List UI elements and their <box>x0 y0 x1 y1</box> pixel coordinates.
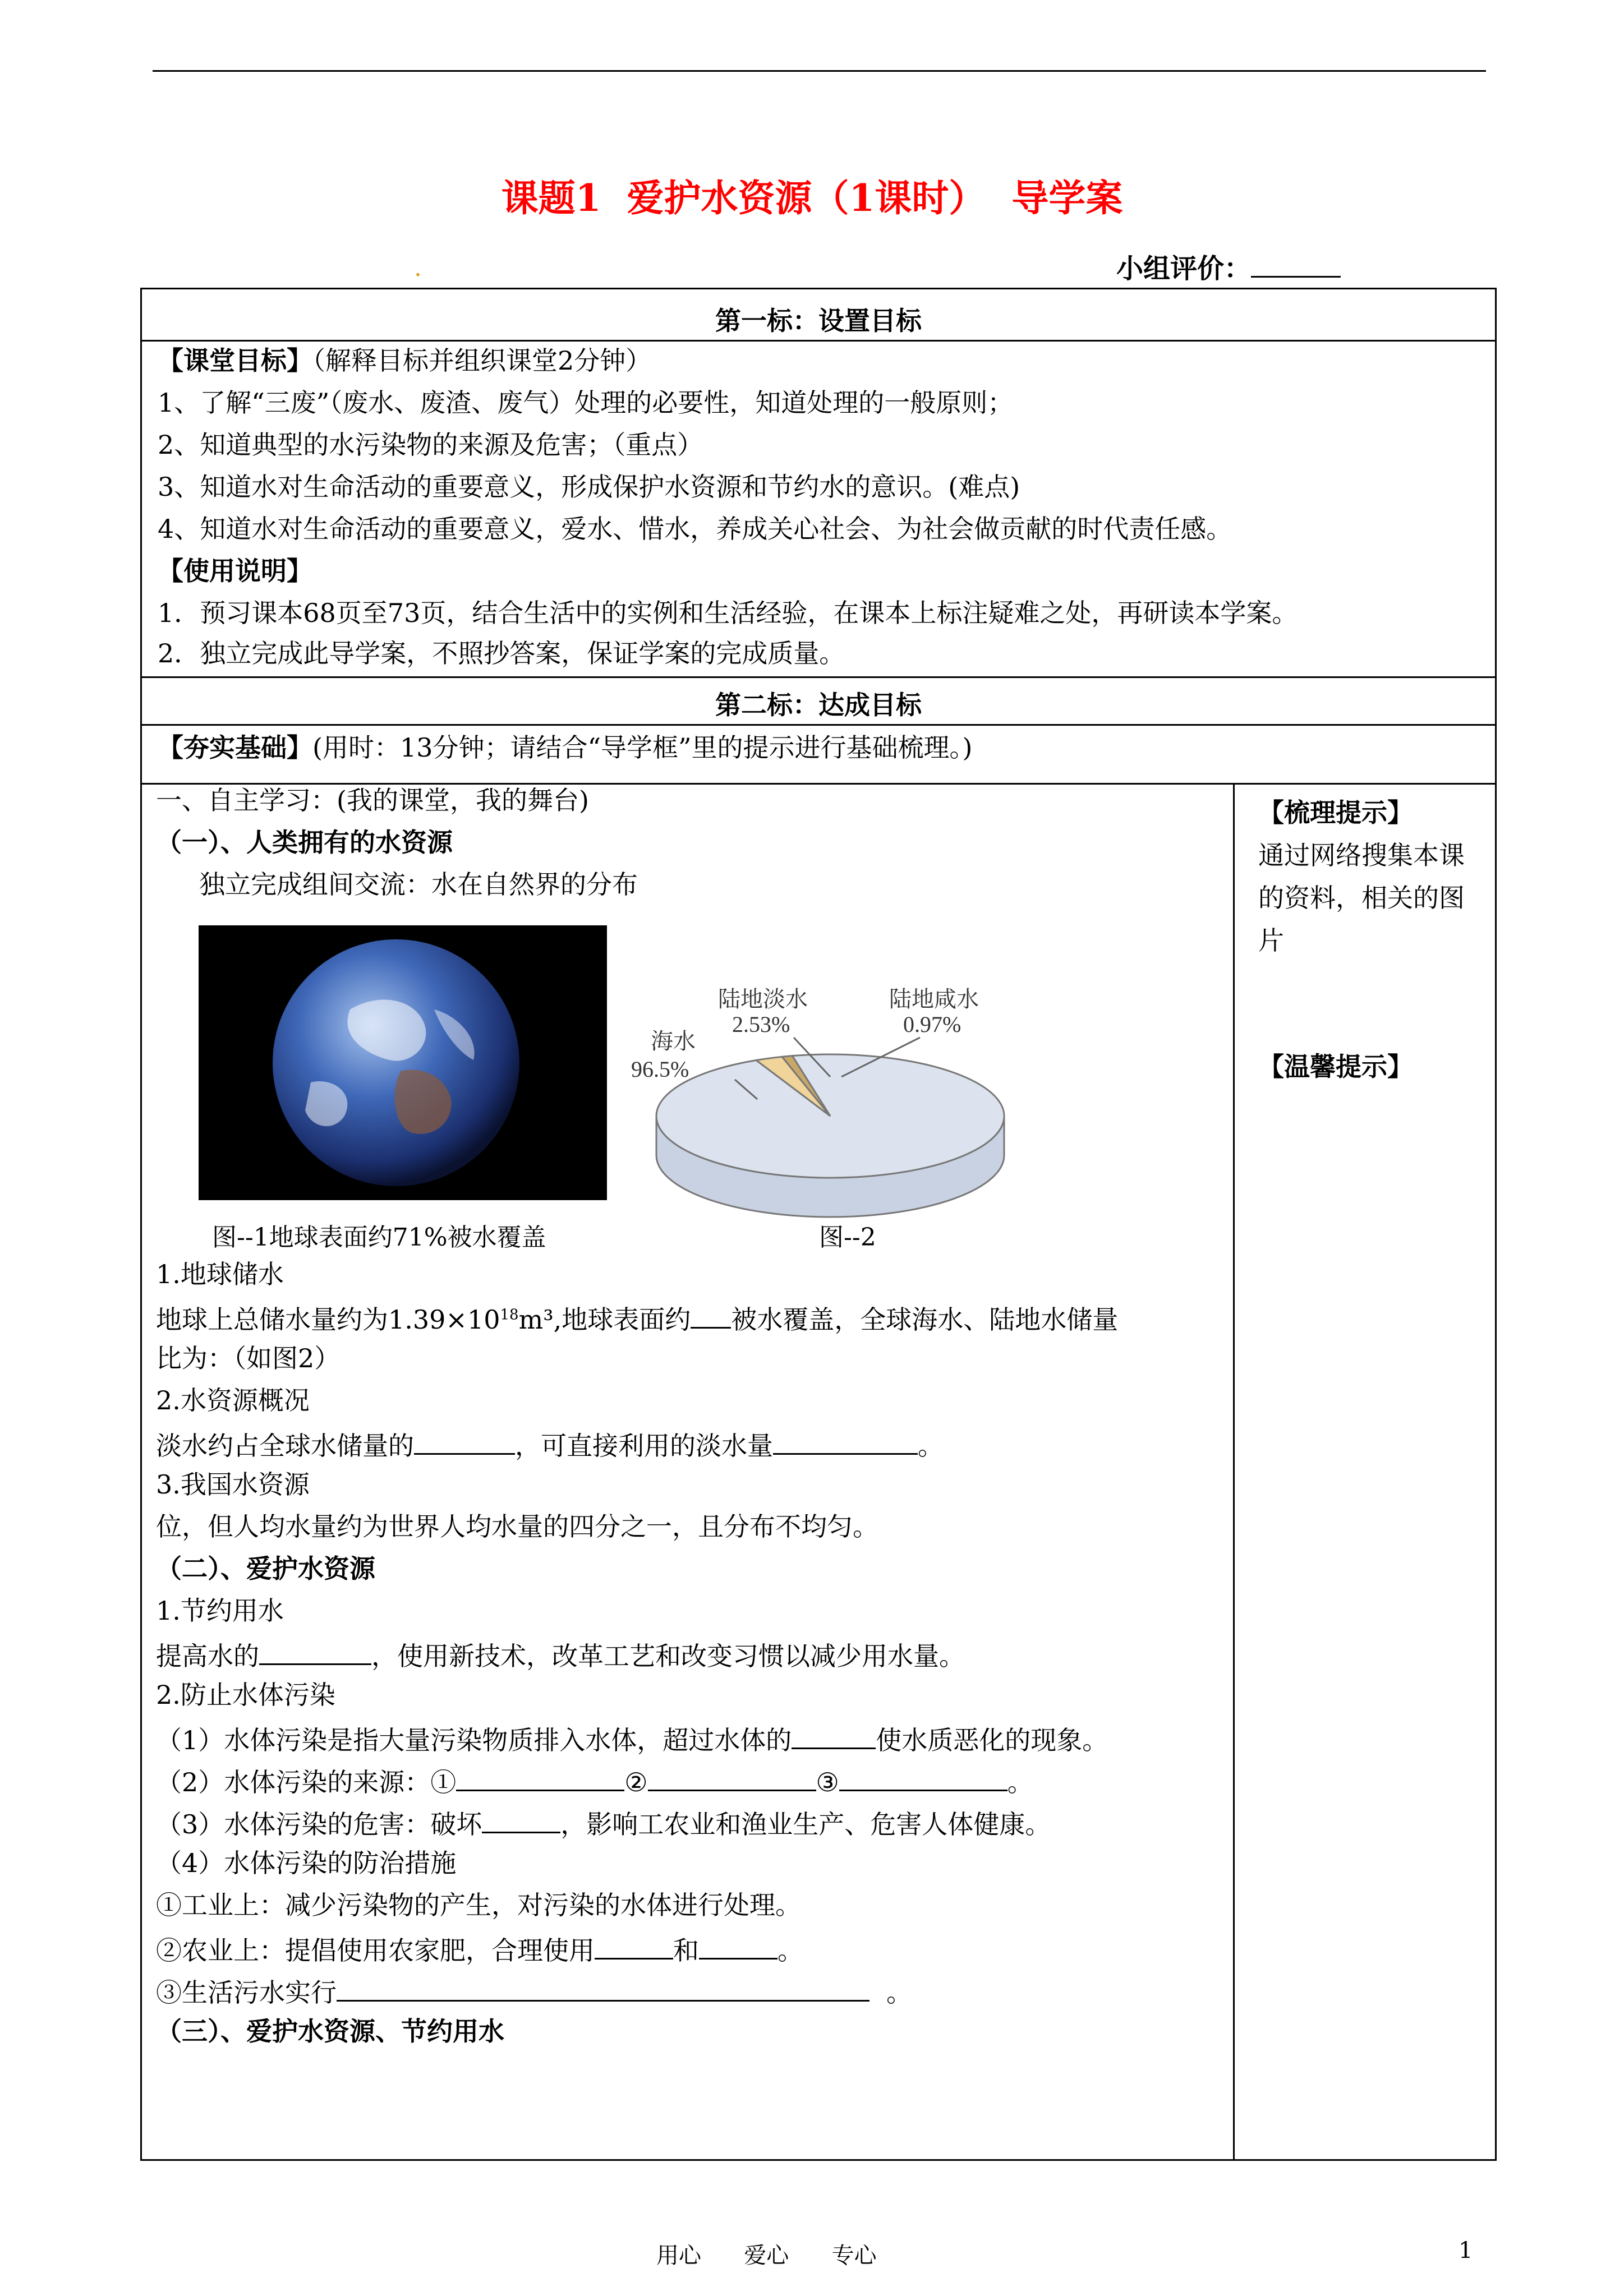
column-divider <box>1233 783 1235 2159</box>
goal-item: 3、知道水对生命活动的重要意义，形成保护水资源和节约水的意识。(难点) <box>158 472 1020 502</box>
measure-industry: ①工业上：减少污染物的产生，对污染的水体进行处理。 <box>156 1890 801 1920</box>
earth-water-text-2: 比为：（如图2） <box>156 1343 341 1373</box>
usage-heading: 【使用说明】 <box>158 556 312 586</box>
earth-photo <box>199 925 607 1200</box>
sidebar-tip-heading: 【梳理提示】 <box>1258 797 1413 828</box>
row-divider <box>142 724 1495 726</box>
heading-earth-water: 1.地球储水 <box>156 1259 284 1289</box>
measure-domestic: ③生活污水实行 。 <box>156 1974 912 2008</box>
figure-1-caption: 图--1地球表面约71%被水覆盖 <box>212 1223 546 1252</box>
earth-water-text: 地球上总储水量约为$1.39\times 10^{18}m^3$,地球表面约 被水覆盖，全球海水、陆地水储量 <box>156 1301 1118 1335</box>
sidebar-tip-body: 通过网络搜集本课的资料，相关的图片 <box>1258 840 1465 956</box>
pollution-q4: （4）水体污染的防治措施 <box>156 1848 457 1878</box>
usage-item: 2．独立完成此导学案，不照抄答案，保证学案的完成质量。 <box>158 638 845 668</box>
water-overview-text: 淡水约占全球水储量的 ，可直接利用的淡水量 。 <box>156 1427 944 1461</box>
fill-blank[interactable] <box>456 1764 624 1791</box>
basics-heading: 【夯实基础】(用时：13分钟；请结合“导学框”里的提示进行基础梳理。) <box>158 732 973 763</box>
fill-blank[interactable] <box>691 1301 731 1329</box>
pollution-q2: （2）水体污染的来源：① ② ③ 。 <box>156 1764 1033 1798</box>
page-number: 1 <box>1459 2238 1473 2263</box>
page-title: 课题1 爱护水资源（1课时） 导学案 <box>501 176 1123 220</box>
pollution-q3: （3）水体污染的危害：破坏 ，影响工农业和渔业生产、危害人体健康。 <box>156 1806 1051 1840</box>
heading-save-water: 1.节约用水 <box>156 1596 284 1626</box>
fill-blank[interactable] <box>482 1806 560 1833</box>
goal-item: 2、知道典型的水污染物的来源及危害；（重点） <box>158 430 703 460</box>
section-1-heading: 第一标：设置目标 <box>715 306 922 336</box>
chart-value-sea: 96.5% <box>631 1057 689 1082</box>
goals-heading: 【课堂目标】（解释目标并组织课堂2分钟） <box>158 345 652 376</box>
chart-label-salt: 陆地咸水 <box>889 986 979 1012</box>
save-water-text: 提高水的 ，使用新技术，改革工艺和改变习惯以减少用水量。 <box>156 1638 965 1672</box>
subsection-3-heading: （三）、爱护水资源、节约用水 <box>156 2016 504 2046</box>
subsection-2-heading: （二）、爱护水资源 <box>156 1553 375 1584</box>
row-divider <box>142 783 1495 785</box>
header-rule <box>153 70 1486 72</box>
row-divider <box>142 676 1495 678</box>
rating-blank[interactable] <box>1251 249 1341 278</box>
measure-agriculture: ②农业上：提倡使用农家肥，合理使用 和 。 <box>156 1932 803 1966</box>
usage-item: 1．预习课本68页至73页，结合生活中的实例和生活经验，在课本上标注疑难之处，再研读本学案。 <box>158 598 1298 628</box>
goal-item: 4、知道水对生命活动的重要意义，爱水、惜水，养成关心社会、为社会做贡献的时代责任感。 <box>158 514 1232 544</box>
fill-blank[interactable] <box>337 1974 869 2002</box>
fill-blank[interactable] <box>773 1427 918 1455</box>
subsection-1-heading: （一）、人类拥有的水资源 <box>156 827 453 857</box>
group-rating <box>1116 247 1341 285</box>
fill-blank[interactable] <box>414 1427 515 1455</box>
fill-blank[interactable] <box>595 1932 673 1960</box>
pollution-q1: （1）水体污染是指大量污染物质排入水体，超过水体的 使水质恶化的现象。 <box>156 1722 1108 1756</box>
heading-china-water: 3.我国水资源 <box>156 1469 310 1500</box>
water-distribution-chart <box>606 970 1055 1228</box>
goal-item: 1、了解“三废”（废水、废渣、废气）处理的必要性，知道处理的一般原则； <box>158 388 1014 418</box>
exchange-instruction: 独立完成组间交流：水在自然界的分布 <box>199 869 638 900</box>
figure-2-caption: 图--2 <box>819 1223 876 1252</box>
china-water-text: 位，但人均水量约为世界人均水量的四分之一，且分布不均匀。 <box>156 1511 878 1542</box>
fill-blank[interactable] <box>259 1638 371 1665</box>
fill-blank[interactable] <box>792 1722 876 1749</box>
chart-value-fresh: 2.53% <box>732 1012 790 1037</box>
self-study-heading: 一、自主学习：(我的课堂，我的舞台) <box>156 785 589 815</box>
decorative-dot: . <box>414 253 422 282</box>
heading-water-overview: 2.水资源概况 <box>156 1385 310 1416</box>
group-rating-label: 小组评价： <box>1116 253 1252 284</box>
chart-label-fresh: 陆地淡水 <box>718 986 808 1012</box>
fill-blank[interactable] <box>839 1764 1007 1791</box>
sidebar-warm-tip-heading: 【温馨提示】 <box>1258 1052 1413 1082</box>
heading-prevent-pollution: 2.防止水体污染 <box>156 1680 335 1710</box>
footer-motto: 用心 爱心 专心 <box>656 2243 877 2269</box>
row-divider <box>142 340 1495 342</box>
chart-label-sea: 海水 <box>651 1029 696 1054</box>
section-2-heading: 第二标：达成目标 <box>715 690 922 720</box>
fill-blank[interactable] <box>648 1764 816 1791</box>
chart-value-salt: 0.97% <box>903 1012 961 1037</box>
fill-blank[interactable] <box>699 1932 778 1960</box>
